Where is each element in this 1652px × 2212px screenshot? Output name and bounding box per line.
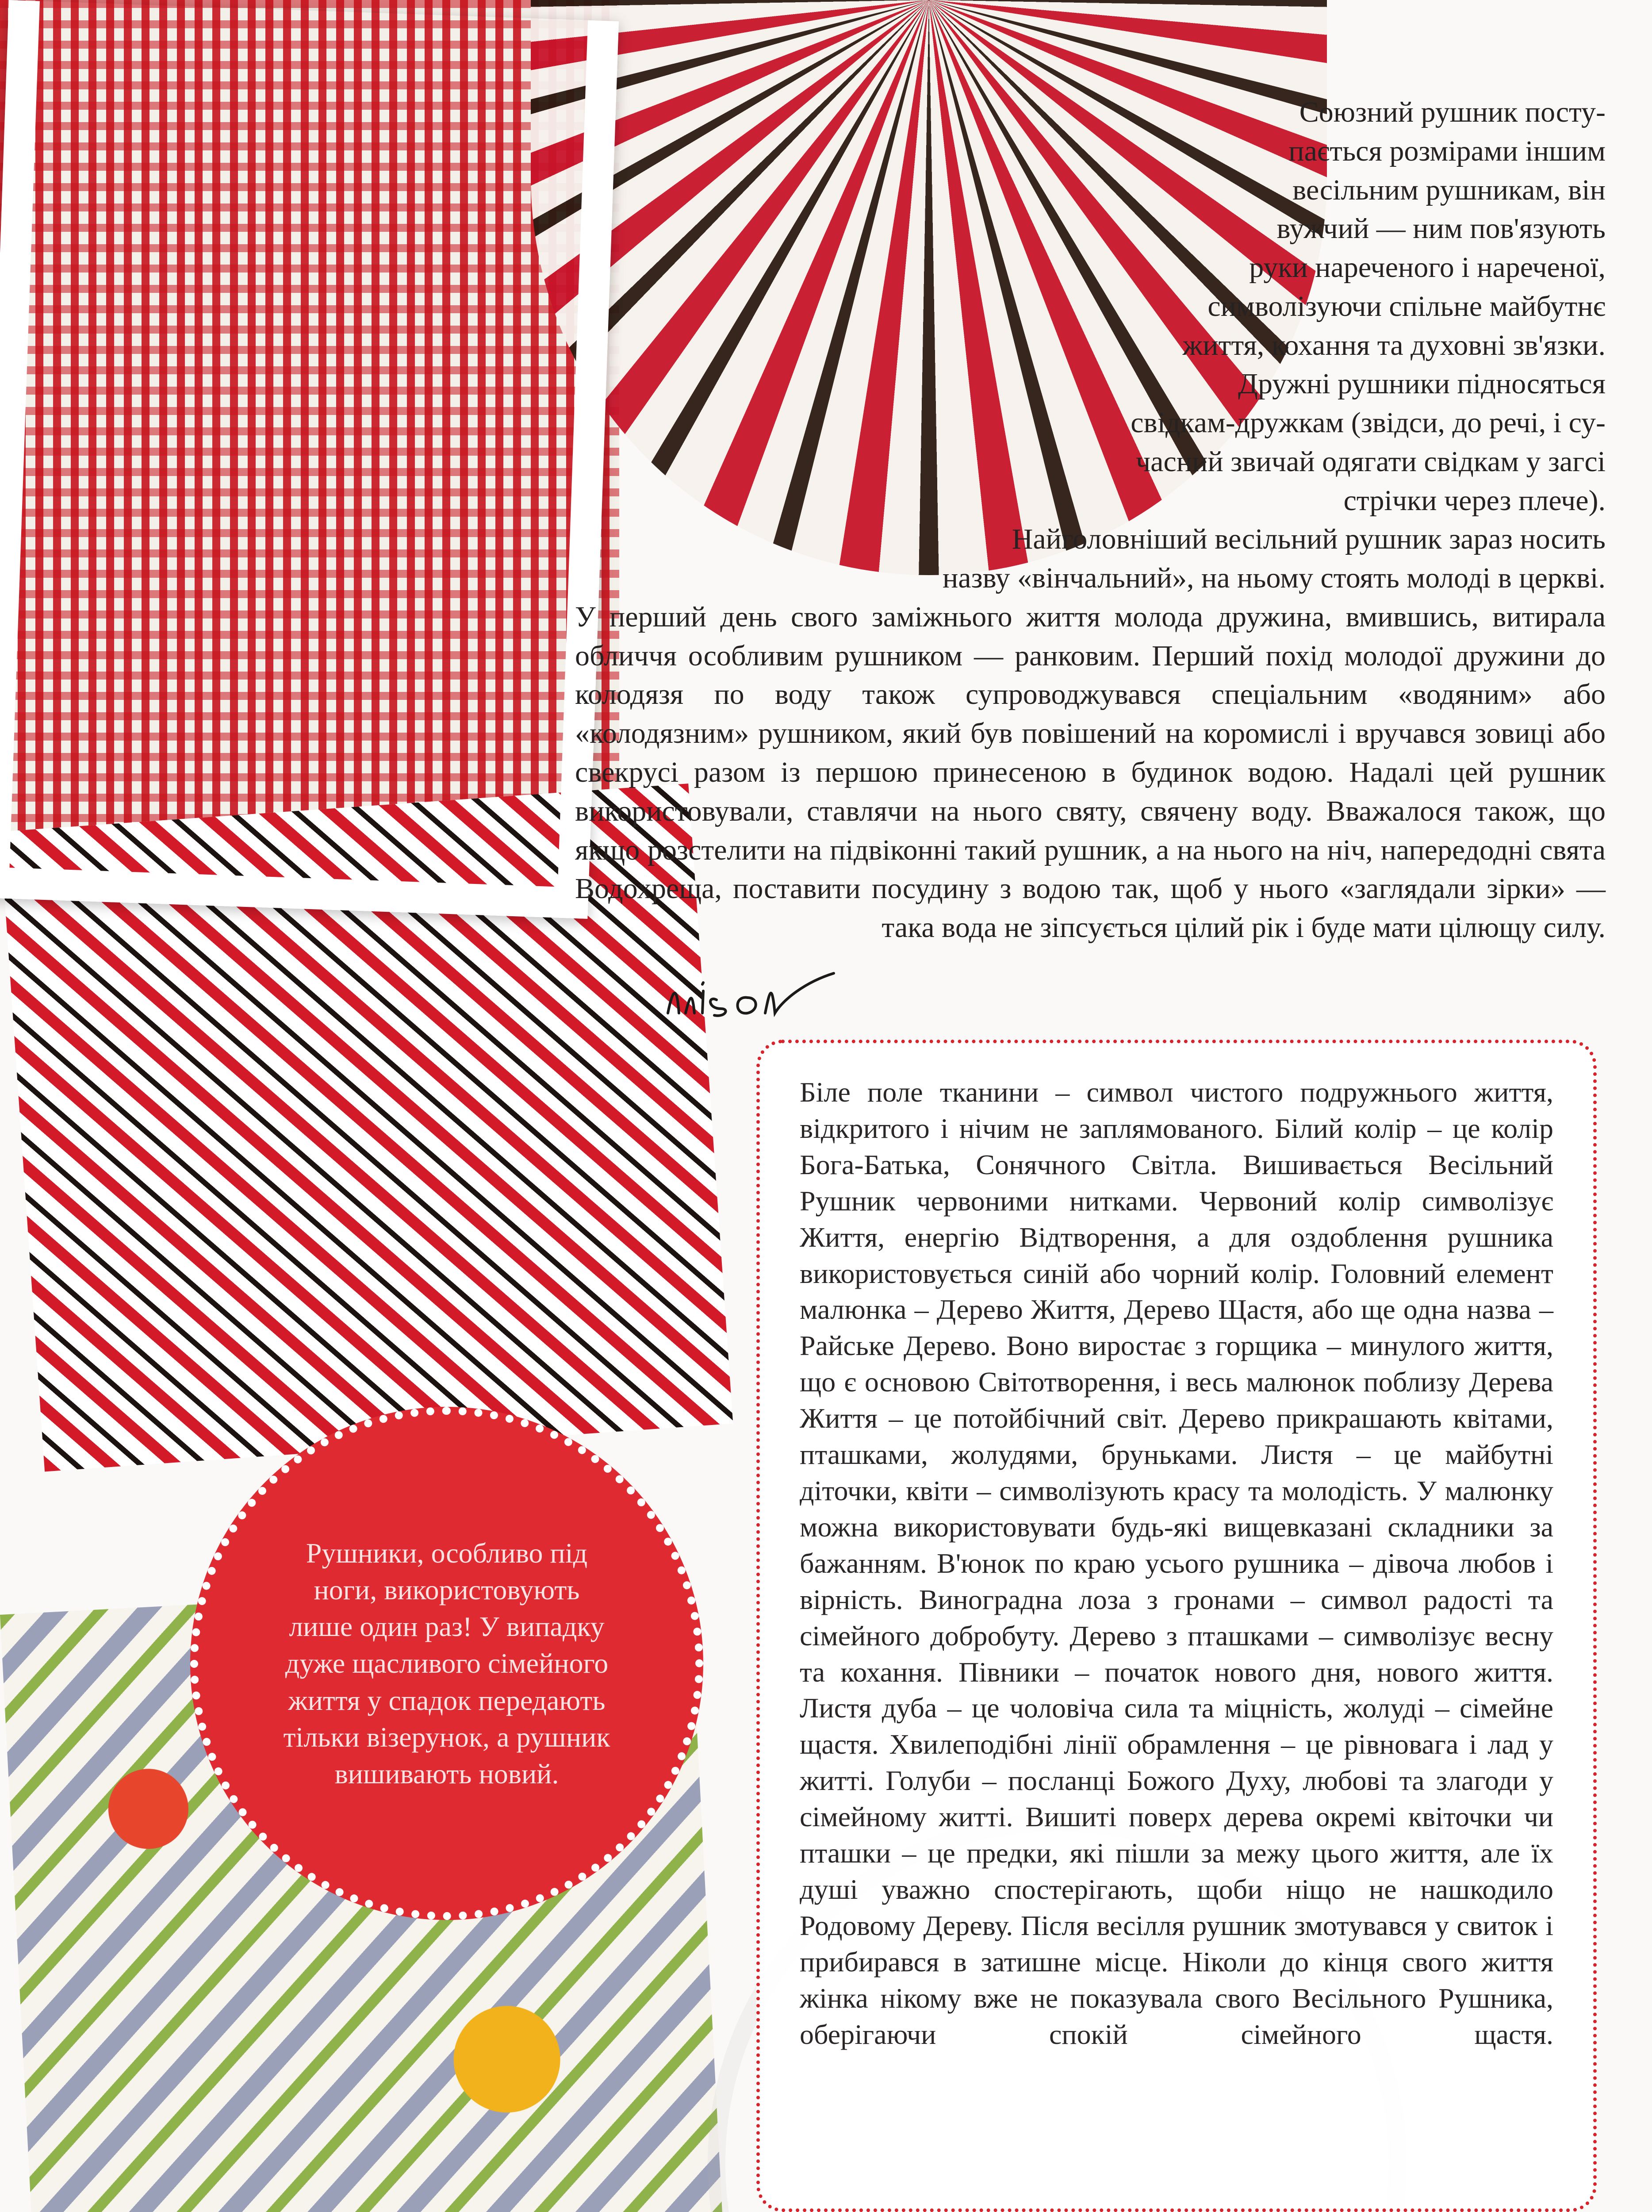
handwritten-signature <box>659 964 845 1026</box>
intro-line: вужчий — ним пов'язують <box>1276 212 1606 245</box>
intro-line: Союзний рушник посту- <box>1299 96 1606 128</box>
intro-line: часний звичай одягати свідкам у загсі <box>1135 445 1606 478</box>
intro-line: Дружні рушники підносяться <box>1238 368 1606 400</box>
intro-line: Найголовніший весільний рушник зараз носить <box>1012 523 1606 556</box>
intro-line: назву «вінчальний», на ньому стоять молоді в церкві. <box>942 562 1606 595</box>
intro-paragraph: У перший день свого заміжнього життя молода дружина, вмившись, витирала обличчя особливим рушником — ранковим. Перший похід молодої дружини до колодязя по воду також супроводжувався спеціальним «водяним» або «колодязним» рушником, який був повішений на коромислі і вручався зовиці або свекрусі разом із першою принесеною в будинок водою. Надалі цей рушник використовували, ставлячи на нього святу, свячену воду. Вважалося також, що якщо розстелити на підвіконні такий рушник, а на нього на ніч, напередодні свята Водохреща, поставити посудину з водою так, щоб у нього «заглядали зірки» — така вода не зіпсується цілий рік і буде мати цілющу силу. <box>575 600 1606 944</box>
intro-line: символізуючи спільне майбутнє <box>1207 290 1606 323</box>
intro-line: стрічки через плече). <box>1343 484 1606 517</box>
intro-line: свідкам-дружкам (звідси, до речі, і су- <box>1131 407 1606 439</box>
photo-swans-towel <box>0 0 619 863</box>
intro-line: життя, кохання та духовні зв'язки. <box>1182 329 1606 361</box>
symbolism-text: Біле поле тканини – символ чистого подружнього життя, відкритого і нічим не заплямованого. Білий колір – це колір Бога-Батька, Сонячного Світла. Вишивається Весільний Рушник червоними нитками. Червоний колір символізує Життя, енергію Відтворення, а для оздоблення рушника використовується синій або чорний колір. Головний елемент малюнка – Дерево Життя, Дерево Щастя, або ще одна назва – Райське Дерево. Воно виростає з горщика – минулого життя, що є основою Світотворення, і весь малюнок поблизу Дерева Життя – це потойбічний світ. Дерево прикрашають квітами, пташками, жолудями, бруньками. Листя – це майбутні діточки, квіти – символізують красу та молодість. У малюнку можна використовувати будь-які вищевказані складники за бажанням. В'юнок по краю усього рушника – дівоча любов і вірність. Виноградна лоза з гронами – символ радості та сімейного добробуту. Дерево з пташками – символізує весну та кохання. Півники – початок нового дня, нового життя. Листя дуба – це чоловіча сила та міцність, жолуді – сімейне щастя. Хвилеподібні лінії обрамлення – це рівновага і лад у житті. Голуби – посланці Божого Духу, любові та злагоди у сімейному житті. Вишиті поверх дерева окремі квіточки чи пташки – це предки, які пішли за межу цього життя, але їх душі уважно спостерігають, щоби ніщо не нашкодило Родовому Дереву. Після весілля рушник змотувався у свиток і прибирався в затишне місце. Ніколи до кінця свого життя жінка нікому вже не показувала свого Весільного Рушника, оберігаючи спокій сімейного щастя. <box>800 1076 1553 2050</box>
intro-line: руки нареченого і нареченої, <box>1249 251 1606 284</box>
intro-text <box>575 93 1606 947</box>
symbolism-box <box>756 1040 1597 2212</box>
intro-line: пається розмірами іншим <box>1288 134 1606 167</box>
callout-circle <box>190 1407 703 1920</box>
callout-text: Рушники, особливо під ноги, використовують лише один раз! У випадку дуже щасливого сімейного життя у спадок передають тільки візерунок, а рушник вишивають новий. <box>283 1537 610 1790</box>
intro-line: весільним рушникам, він <box>1292 173 1606 206</box>
